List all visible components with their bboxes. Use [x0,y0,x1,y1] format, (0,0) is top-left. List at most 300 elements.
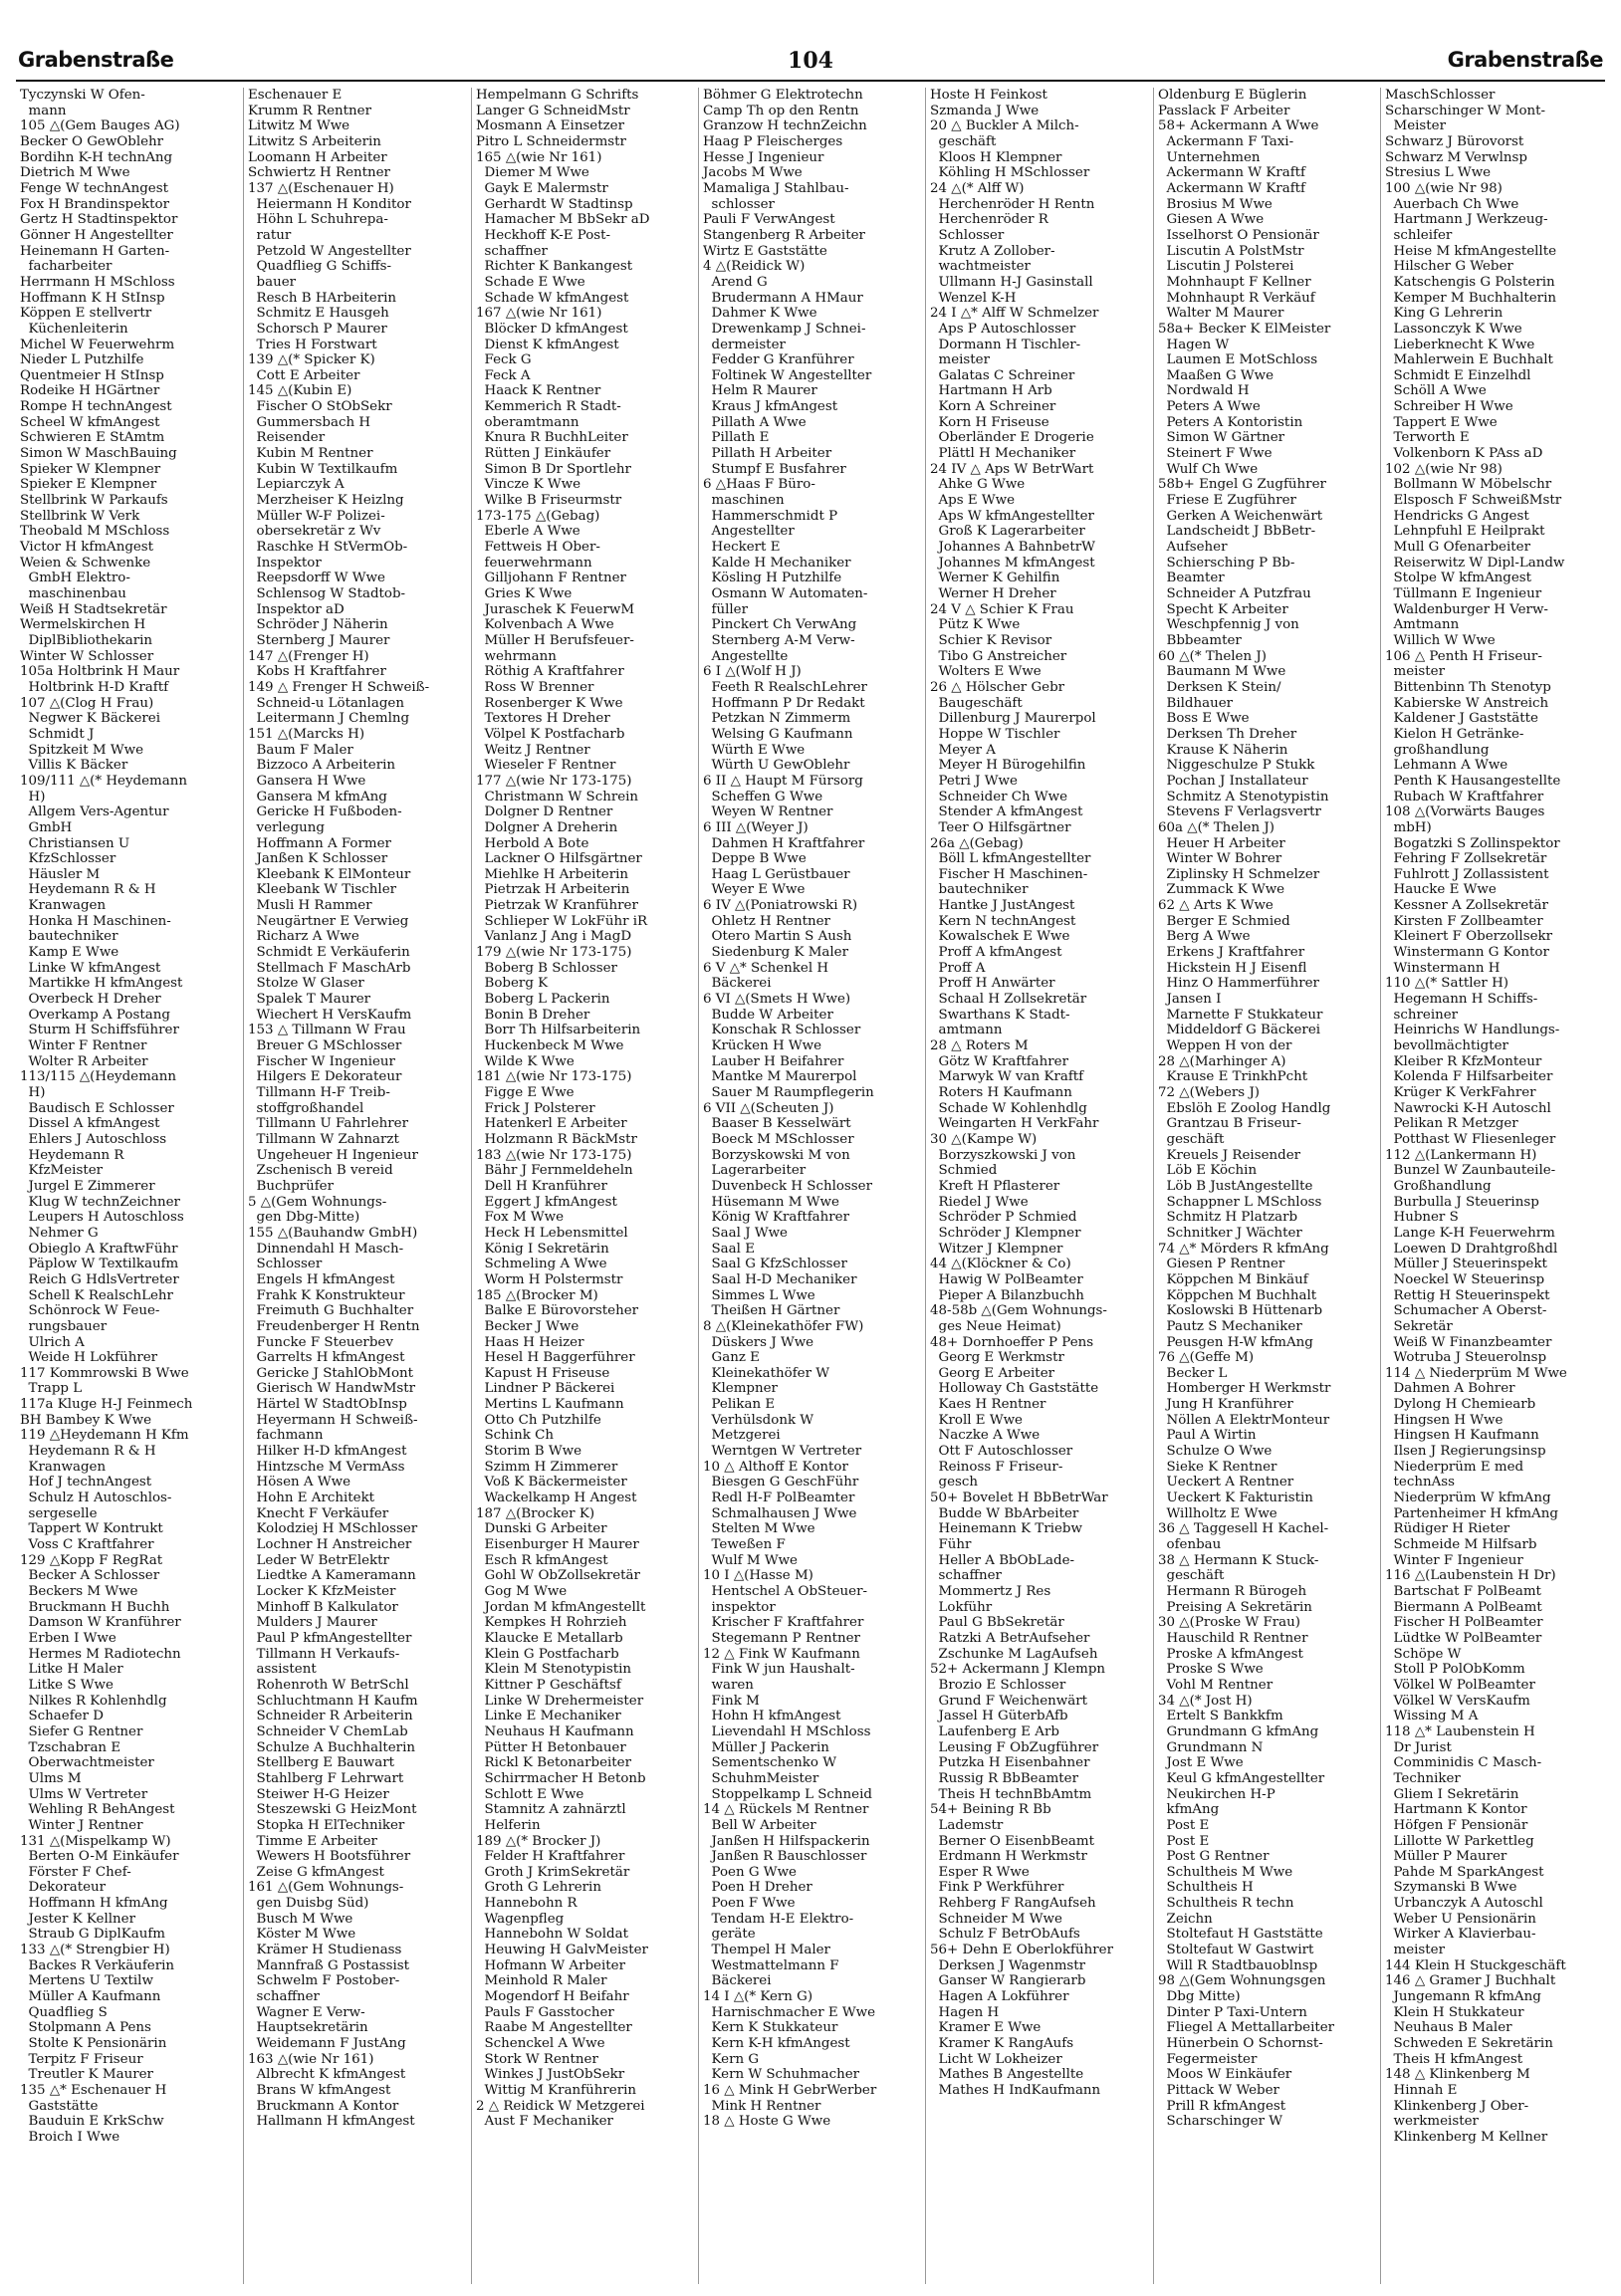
directory-entry: Harnischmacher E Wwe [703,2004,876,2020]
directory-entry: Winter F Rentner [20,1038,147,1054]
directory-entry: Fenge W technAngest [20,180,168,196]
directory-entry: H) [20,1085,46,1100]
directory-columns [16,88,1605,2284]
directory-entry: Ulms M [20,1770,82,1786]
directory-entry: Leupers H Autoschloss [20,1210,184,1226]
directory-entry: Rompe H technAngest [20,399,172,415]
directory-entry: Hilgers E Dekorateur [248,1069,402,1085]
directory-entry: kfmAng [1158,1802,1220,1818]
directory-entry: Esch R kfmAngest [476,1552,608,1568]
directory-entry: Lademstr [930,1817,1004,1833]
directory-entry: Biermann A PolBeamt [1385,1599,1542,1615]
directory-entry: 163 △(wie Nr 161) [248,2051,374,2067]
directory-entry: Hatenkerl E Arbeiter [476,1116,627,1132]
directory-entry: Westmattelmann F [703,1957,839,1973]
directory-entry: Weschpfennig J von [1158,617,1299,633]
directory-entry: Comminidis C Masch- [1385,1755,1542,1771]
directory-entry: Russig R BbBeamter [930,1770,1078,1786]
directory-entry: assistent [248,1662,317,1678]
directory-entry: geschäft [1158,1568,1225,1584]
directory-entry: Ueckert K Fakturistin [1158,1491,1313,1506]
directory-entry: Trapp L [20,1381,83,1397]
directory-entry: Weiß W Finanzbeamter [1385,1334,1552,1350]
directory-entry: Kempkes H Rohrzieh [476,1615,627,1631]
directory-entry: Haucke E Wwe [1385,882,1497,898]
directory-entry: Klein M Stenotypistin [476,1662,631,1678]
directory-entry: Hoffmann K H StInsp [20,290,165,306]
directory-entry: Hünerbein O Schornst- [1158,2036,1323,2052]
directory-entry: Rüdiger H Rieter [1385,1521,1510,1537]
directory-entry: Schell K RealschLehr [20,1287,173,1303]
directory-entry: Neugärtner E Verwieg [248,913,409,929]
directory-entry: Theis H kfmAngest [1385,2051,1523,2067]
directory-entry: Eberle A Wwe [476,524,580,540]
directory-entry: Pillath H Arbeiter [703,446,832,462]
directory-entry: Hüsemann M Wwe [703,1194,839,1210]
directory-entry: Boeck M MSchlosser [703,1131,854,1147]
directory-entry: Blöcker D kfmAngest [476,321,628,337]
directory-entry: füller [703,601,748,617]
directory-entry: 139 △(* Spicker K) [248,352,375,368]
directory-entry: Fliegel A Mettallarbeiter [1158,2020,1335,2036]
directory-entry: Liscutin A PolstMstr [1158,243,1304,259]
directory-entry: Proske S Wwe [1158,1662,1264,1678]
directory-entry: Schmeling A Wwe [476,1257,607,1272]
directory-entry: Sternberg J Maurer [248,632,390,648]
directory-entry: Schink Ch [476,1428,554,1444]
directory-entry: Gog M Wwe [476,1584,568,1599]
directory-entry: Schlieper W LokFühr iR [476,913,648,929]
directory-entry: Heiermann H Konditor [248,196,411,212]
directory-entry: Küchenleiterin [20,321,128,337]
directory-entry: 109/111 △(* Heydemann [20,773,187,789]
directory-entry: Stopka H ElTechniker [248,1817,405,1833]
directory-entry: Becker J Wwe [476,1318,579,1334]
directory-entry: Heuwing H GalvMeister [476,1943,648,1958]
directory-column [16,88,243,2284]
directory-entry: Inspektor [248,555,322,571]
directory-entry: Hohn H kfmAngest [703,1709,841,1724]
directory-entry: Hösen A Wwe [248,1475,351,1491]
directory-entry: Baugeschäft [930,695,1023,711]
directory-entry: Figge E Wwe [476,1085,575,1100]
directory-entry: 10 I △(Hasse M) [703,1568,813,1584]
directory-entry: Peusgen H-W kfmAng [1158,1334,1313,1350]
directory-entry: Schaefer D [20,1709,104,1724]
directory-entry: 58a+ Becker K ElMeister [1158,321,1331,337]
directory-entry: Pochan J Installateur [1158,773,1308,789]
directory-entry: 185 △(Brocker M) [476,1287,598,1303]
directory-entry: Vincze K Wwe [476,477,580,493]
directory-entry: mbH) [1385,819,1432,835]
directory-entry: Rickl K Betonarbeiter [476,1755,631,1771]
directory-entry: Duvenbeck H Schlosser [703,1178,872,1194]
directory-entry: Lassonczyk K Wwe [1385,321,1522,337]
directory-entry: Härtel W StadtObInsp [248,1397,407,1413]
directory-entry: Wolter R Arbeiter [20,1053,148,1069]
directory-entry: Litwitz S Arbeiterin [248,133,381,149]
directory-entry: Borzyszkowski J von [930,1147,1076,1163]
directory-entry: 36 △ Taggesell H Kachel- [1158,1521,1329,1537]
directory-entry: Schade W kfmAngest [476,290,629,306]
directory-entry: Pieper A Bilanzbuchh [930,1287,1084,1303]
directory-entry: Hegemann H Schiffs- [1385,992,1538,1008]
directory-entry: Meyer A [930,742,996,758]
directory-entry: Keul G kfmAngestellter [1158,1770,1325,1786]
directory-entry: 177 △(wie Nr 173-175) [476,773,632,789]
directory-entry: Knura R BuchhLeiter [476,430,628,446]
directory-entry: Wewers H Bootsführer [248,1849,411,1865]
directory-entry: Kleebank K ElMonteur [248,866,411,882]
directory-entry: Gertz H Stadtinspektor [20,212,178,228]
page-header [16,46,1605,82]
directory-entry: Pillath E [703,430,770,446]
directory-entry: Hartmann K Kontor [1385,1802,1527,1818]
directory-entry: Dbg Mitte) [1158,1989,1241,2005]
directory-entry: Bildhauer [1158,695,1234,711]
directory-entry: Beamter [1158,571,1225,586]
directory-entry: Gansera M kfmAng [248,789,387,804]
directory-entry: Balke E Bürovorsteher [476,1303,639,1319]
directory-entry: Korn H Friseuse [930,414,1049,430]
directory-entry: Wissing M A [1385,1709,1479,1724]
directory-entry: Marwyk W van Kraftf [930,1069,1084,1085]
directory-entry: Tillmann U Fahrlehrer [248,1116,408,1132]
directory-entry: Gericke J StahlObMont [248,1365,414,1381]
directory-entry: Spitzkeit M Wwe [20,742,144,758]
directory-entry: Kielon H Getränke- [1385,726,1524,742]
directory-entry: Proske A kfmAngest [1158,1646,1303,1662]
directory-entry: Hermann R Bürogeh [1158,1584,1307,1599]
directory-entry: Dolgner D Rentner [476,804,613,820]
directory-entry: Schmied [930,1163,998,1179]
directory-entry: Niggeschulze P Stukk [1158,758,1315,774]
directory-entry: Meinhold R Maler [476,1973,607,1989]
directory-entry: Kubin M Rentner [248,446,373,462]
directory-entry: Gericke H Fußboden- [248,804,402,820]
directory-entry: Aps W kfmAngestellter [930,508,1094,524]
directory-entry: Nieder L Putzhilfe [20,352,144,368]
directory-entry: 6 VII △(Scheuten J) [703,1100,834,1116]
directory-entry: Haack K Rentner [476,383,601,399]
directory-entry: Buchprüfer [248,1178,334,1194]
directory-entry: Reiserwitz W Dipl-Landw [1385,555,1565,571]
directory-entry: Schmeide M Hilfsarb [1385,1537,1537,1553]
directory-entry: Stoppelkamp L Schneid [703,1786,872,1802]
directory-entry: Weppen H von der [1158,1038,1292,1054]
directory-entry: wehrmann [476,648,557,664]
directory-entry: Schneid-u Lötanlagen [248,695,404,711]
directory-entry: Grantzau B Friseur- [1158,1116,1301,1132]
directory-entry: Theis H technBbAmtm [930,1786,1092,1802]
directory-entry: Oberländer E Drogerie [930,430,1094,446]
directory-entry: Wenzel K-H [930,290,1017,306]
directory-entry: Stumpf E Busfahrer [703,461,846,477]
directory-entry: Bruckmann H Buchh [20,1599,170,1615]
directory-entry: Ahke G Wwe [930,477,1026,493]
directory-entry: Resch B HArbeiterin [248,290,397,306]
directory-entry: Siedenburg K Maler [703,945,849,961]
directory-entry: 72 △(Webers J) [1158,1085,1261,1100]
directory-entry: 34 △(* Jost H) [1158,1693,1253,1709]
directory-entry: Groth J KrimSekretär [476,1864,630,1880]
directory-entry: Kramer E Wwe [930,2020,1042,2036]
directory-entry: meister [930,352,990,368]
directory-entry: Fischer H Maschinen- [930,866,1088,882]
directory-entry: Pillath A Wwe [703,414,807,430]
directory-entry: Tyczynski W Ofen- [20,88,145,103]
directory-entry: Wittig M Kranführerin [476,2083,637,2098]
directory-entry: 167 △(wie Nr 161) [476,306,602,322]
directory-entry: Bähr J Fernmeldeheln [476,1163,633,1179]
directory-entry: Pauls F Gasstocher [476,2004,614,2020]
directory-entry: Erben I Wwe [20,1630,116,1646]
directory-entry: Richter K Bankangest [476,259,633,275]
directory-entry: Christiansen U [20,835,130,851]
directory-entry: Tzschabran E [20,1739,121,1755]
directory-entry: Becker O GewOblehr [20,133,164,149]
directory-entry: 113/115 △(Heydemann [20,1069,176,1085]
directory-entry: waren [703,1677,754,1693]
directory-entry: Schmitz A Stenotypistin [1158,789,1329,804]
directory-entry: Licht W Lokheizer [930,2051,1062,2067]
directory-entry: Scharschinger W [1158,2114,1283,2130]
directory-entry: Ungeheuer H Ingenieur [248,1147,418,1163]
directory-entry: Hoffmann A Former [248,835,391,851]
directory-entry: Hempelmann G Schrifts [476,88,639,103]
directory-entry: Bruckmann A Kontor [248,2098,399,2114]
directory-entry: Gerhardt W Stadtinsp [476,196,633,212]
directory-entry: 161 △(Gem Wohnungs- [248,1880,404,1896]
directory-entry: Fischer O StObSekr [248,399,392,415]
directory-entry: Baum F Maler [248,742,353,758]
directory-entry: Ackermann W Kraftf [1158,165,1306,181]
directory-entry: Völkel W VersKaufm [1385,1693,1530,1709]
directory-entry: 44 △(Klöckner & Co) [930,1257,1071,1272]
directory-entry: Stahlberg F Lehrwart [248,1770,404,1786]
directory-entry: Galatas C Schreiner [930,367,1075,383]
directory-entry: Kern K Stukkateur [703,2020,838,2036]
directory-entry: Stolpmann A Pens [20,2020,151,2036]
directory-entry: bauer [248,274,297,290]
directory-entry: geschäft [1158,1131,1225,1147]
directory-entry: 26a △(Gebag) [930,835,1024,851]
directory-entry: Tappert W Kontrukt [20,1521,163,1537]
directory-entry: Schultheis M Wwe [1158,1864,1293,1880]
directory-entry: Helferin [476,1817,541,1833]
directory-entry: 60 △(* Thelen J) [1158,648,1267,664]
directory-entry: 50+ Bovelet H BbBetrWar [930,1491,1108,1506]
directory-entry: Stamnitz A zahnärztl [476,1802,626,1818]
directory-entry: dermeister [703,337,786,352]
directory-entry: Hartmann J Werkzeug- [1385,212,1548,228]
directory-entry: Szymanski B Wwe [1385,1880,1517,1896]
directory-entry: Sieke K Rentner [1158,1459,1277,1475]
directory-entry: Grundmann G kfmAng [1158,1723,1319,1739]
directory-entry: Jester K Kellner [20,1911,135,1927]
directory-entry: Lange K-H Feuerwehrm [1385,1225,1555,1241]
directory-entry: Kleiber R KfzMonteur [1385,1053,1542,1069]
directory-entry: Voss C Kraftfahrer [20,1537,154,1553]
directory-entry: Würth U GewOblehr [703,758,850,774]
directory-entry: 179 △(wie Nr 173-175) [476,945,632,961]
directory-entry: Funcke F Steuerbev [248,1334,393,1350]
directory-entry: Bogatzki S Zollinspektor [1385,835,1560,851]
directory-entry: Holzmann R BäckMstr [476,1131,637,1147]
directory-entry: meister [1385,664,1445,680]
directory-entry: Lillotte W Parkettleg [1385,1833,1534,1849]
directory-entry: Helm R Maurer [703,383,817,399]
directory-entry: Werner H Dreher [930,586,1056,601]
directory-entry: Sementschenko W [703,1755,836,1771]
directory-entry: Baudisch E Schlosser [20,1100,174,1116]
directory-entry: Krause K Näherin [1158,742,1288,758]
directory-entry: 10 △ Althoff E Kontor [703,1459,848,1475]
directory-entry: Loewen D Drahtgroßhdl [1385,1241,1558,1257]
directory-entry: Ohletz H Rentner [703,913,830,929]
directory-entry: Kolvenbach A Wwe [476,617,614,633]
directory-entry: Fegermeister [1158,2051,1258,2067]
directory-entry: Holtbrink H-D Kraftf [20,679,169,695]
directory-entry: Thempel H Maler [703,1943,830,1958]
directory-entry: Quadflieg G Schiffs- [248,259,392,275]
directory-entry: Specht K Arbeiter [1158,601,1288,617]
directory-entry: Busch M Wwe [248,1911,353,1927]
directory-entry: Ganz E [703,1350,760,1366]
directory-entry: feuerwehrmann [476,555,592,571]
directory-entry: Granzow H technZeichn [703,118,867,134]
directory-entry: Eisenburger H Maurer [476,1537,639,1553]
directory-entry: bautechniker [930,882,1029,898]
directory-entry: Schlensog W Stadtob- [248,586,406,601]
directory-entry: Naczke A Wwe [930,1428,1041,1444]
directory-entry: 110 △(* Sattler H) [1385,976,1508,992]
directory-entry: Korn A Schreiner [930,399,1056,415]
directory-entry: Locker K KfzMeister [248,1584,396,1599]
directory-entry: Aust F Mechaniker [476,2114,613,2130]
directory-entry: Häusler M [20,866,101,882]
directory-entry: Tillmann W Zahnarzt [248,1131,399,1147]
directory-entry: Wermelskirchen H [20,617,146,633]
directory-entry: Teweßen F [703,1537,786,1553]
directory-entry: Niederprüm E med [1385,1459,1524,1475]
directory-entry: Michel W Feuerwehrm [20,337,175,352]
directory-entry: 6 △Haas F Büro- [703,477,815,493]
directory-entry: Gries K Wwe [476,586,573,601]
directory-entry: Groth G Lehrerin [476,1880,601,1896]
directory-entry: Hannebohn R [476,1896,578,1912]
directory-entry: Ulms W Vertreter [20,1786,148,1802]
directory-entry: Ehlers J Autoschloss [20,1131,167,1147]
directory-entry: KfzSchlosser [20,851,116,867]
directory-entry: Simon W MaschBauing [20,446,177,462]
directory-entry: 173-175 △(Gebag) [476,508,600,524]
directory-entry: Hilker H-D kfmAngest [248,1444,407,1460]
directory-entry: Kemmerich R Stadt- [476,399,621,415]
directory-entry: Heydemann R & H [20,1444,156,1460]
directory-entry: Lackner O Hilfsgärtner [476,851,642,867]
directory-entry: 58b+ Engel G Zugführer [1158,477,1326,493]
directory-entry: Aps P Autoschlosser [930,321,1076,337]
directory-entry: King G Lehrerin [1385,306,1504,322]
directory-entry: Potthast W Fliesenleger [1385,1131,1556,1147]
directory-entry: Heinemann K Triebw [930,1521,1082,1537]
directory-entry: Schaal H Zollsekretär [930,992,1087,1008]
directory-entry: Weitz J Rentner [476,742,590,758]
directory-entry: Schröder P Schmied [930,1210,1077,1226]
directory-entry: Schade E Wwe [476,274,585,290]
directory-entry: 30 △(Kampe W) [930,1131,1038,1147]
directory-entry: 6 VI △(Smets H Wwe) [703,992,851,1008]
directory-entry: Hawig W PolBeamter [930,1271,1083,1287]
directory-entry: Simmes L Wwe [703,1287,815,1303]
directory-entry: Petzkan N Zimmerm [703,711,851,727]
directory-entry: Reich G HdlsVertreter [20,1271,179,1287]
directory-entry: Jurgel E Zimmerer [20,1178,155,1194]
directory-entry: Dienst K kfmAngest [476,337,619,352]
directory-entry: Gayk E Malermstr [476,180,608,196]
directory-entry: 24 △(* Alff W) [930,180,1025,196]
directory-entry: Mantke M Maurerpol [703,1069,857,1085]
directory-entry: Victor H kfmAngest [20,540,154,556]
directory-entry: Schultheis R techn [1158,1896,1294,1912]
directory-entry: Litke H Maler [20,1662,123,1678]
directory-entry: Biesgen G GeschFühr [703,1475,859,1491]
directory-entry: Simon W Gärtner [1158,430,1285,446]
directory-entry: Derksen Th Dreher [1158,726,1297,742]
directory-entry: Jansen I [1158,992,1222,1008]
directory-entry: Jassel H GüterbAfb [930,1709,1068,1724]
directory-entry: Pinckert Ch VerwAng [703,617,857,633]
directory-entry: Teer O Hilfsgärtner [930,819,1071,835]
directory-entry: Arend G [703,274,768,290]
directory-entry: 135 △* Eschenauer H [20,2083,167,2098]
directory-entry: Führ [930,1537,972,1553]
directory-entry: 38 △ Hermann K Stuck- [1158,1552,1319,1568]
directory-entry: Hesel H Baggerführer [476,1350,635,1366]
directory-entry: Schnitker J Wächter [1158,1225,1302,1241]
directory-entry: Feck G [476,352,532,368]
directory-entry: Krischer F Kraftfahrer [703,1615,864,1631]
directory-entry: Förster F Chef- [20,1864,131,1880]
directory-entry: Giesen P Rentner [1158,1257,1285,1272]
directory-entry: Berner O EisenbBeamt [930,1833,1094,1849]
directory-entry: Auerbach Ch Wwe [1385,196,1519,212]
directory-entry: 106 △ Penth H Friseur- [1385,648,1542,664]
directory-entry: König W Kraftfahrer [703,1210,849,1226]
directory-entry: Mathes H IndKaufmann [930,2083,1101,2098]
directory-entry: Esper R Wwe [930,1864,1030,1880]
directory-entry: ratur [248,227,292,243]
directory-entry: Breuer G MSchlosser [248,1038,402,1054]
directory-entry: Redl H-F PolBeamter [703,1491,855,1506]
directory-entry: Schneider R Arbeiterin [248,1709,413,1724]
directory-entry: Johannes M kfmAngest [930,555,1095,571]
directory-entry: Krutz A Zollober- [930,243,1055,259]
directory-entry: Kreft H Pflasterer [930,1178,1060,1194]
directory-entry: Löb E Köchin [1158,1163,1258,1179]
directory-entry: Gönner H Angestellter [20,227,173,243]
directory-entry: Saal H-D Mechaniker [703,1271,857,1287]
directory-entry: Oldenburg E Büglerin [1158,88,1307,103]
directory-entry: Dormann H Tischler- [930,337,1081,352]
directory-entry: Wagner E Verw- [248,2004,365,2020]
directory-entry: Päplow W Textilkaufm [20,1257,179,1272]
directory-entry: Ackermann F Taxi- [1158,133,1294,149]
directory-entry: Kirsten F Zollbeamter [1385,913,1543,929]
directory-entry: Schwarz M Verwlnsp [1385,149,1528,165]
directory-entry: Schade W Kohlenhdlg [930,1100,1087,1116]
